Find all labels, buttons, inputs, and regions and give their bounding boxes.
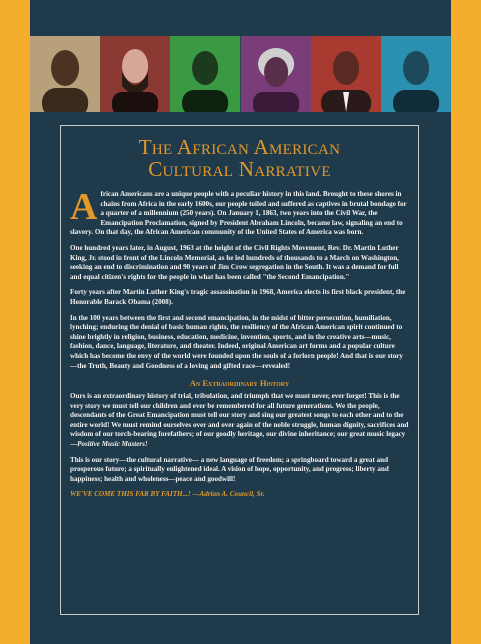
portrait-1 bbox=[30, 36, 100, 112]
article-title bbox=[70, 136, 409, 180]
title-line-2: Cultural Narrative bbox=[148, 157, 331, 181]
portrait-icon bbox=[170, 36, 240, 112]
portrait-6 bbox=[381, 36, 451, 112]
portrait-5 bbox=[311, 36, 381, 112]
paragraph-2008: Forty years after Martin Luther King's tragic assassination in 1968, America elects its first black president, the Honorable Barack Obama (2008). bbox=[70, 288, 406, 306]
paragraph-history-italic: Positive Music Masters! bbox=[77, 440, 148, 449]
portrait-3 bbox=[170, 36, 240, 112]
paragraph-history bbox=[70, 392, 409, 450]
paragraph-our-story: This is our story—the cultural narrative— a new language of freedom; a springboard toward a great and prosperous future; a spiritually enlightened ideal. A vision of hope, opportunity, and progress; liberty and happiness; health and wholeness—peace and goodwill! bbox=[70, 455, 389, 483]
signoff-text: WE'VE COME THIS FAR BY FAITH...! bbox=[70, 490, 191, 499]
signoff bbox=[70, 490, 409, 500]
portrait-icon bbox=[381, 36, 451, 112]
paragraph-intro bbox=[70, 186, 409, 238]
poster bbox=[30, 0, 451, 644]
paragraph-1963: One hundred years later, in August, 1963 at the height of the Civil Rights Movement, Rev. Dr. Martin Luther King, Jr. stood in front of the Lincoln Memorial, as he led hundreds of thousands to a March on Washington, seeking an end to discrimination and 90 years of Jim Crow segregation in the South. It was a demand for full and equal citizen's rights for the people in what has been called "the Second Emancipation." bbox=[70, 243, 399, 281]
article-panel bbox=[60, 125, 419, 615]
paragraph-history-text: Ours is an extraordinary history of trial, tribulation, and triumph that we must never, ever forget! This is the very story we must tell our children and ever be remembered for all future generations. We the people, descendants of the Great Emancipation must tell our story and sing our greatest songs to each other and to the entire world! We must remind ourselves over and over again of the noble struggle, human dignity, sacrifices and wisdom of our torch-bearing forefathers; of our goodly heritage, our divine inheritance; our great music legacy— bbox=[70, 392, 409, 449]
drop-cap: A bbox=[70, 186, 98, 228]
signoff-author: —Adrian A. Council, Sr. bbox=[190, 490, 265, 499]
paragraph-100-years: In the 100 years between the first and second emancipation, in the midst of bitter persecution, humiliation, lynching; enduring the denial of basic human rights, the resiliency of the African American spirit continued to shine brightly in religion, business, education, medicine, invention, sports, and in the creative arts—music, fashion, dance, language, literature, and theater. Indeed, original American art forms and a popular culture which has become the envy of the world were founded upon the souls of a forlorn people! And that is our story—the Truth, Beauty and Goodness of a loving and gifted race—revealed! bbox=[70, 313, 403, 370]
title-line-1: The African American bbox=[138, 135, 341, 159]
section-heading: An Extraordinary History bbox=[189, 378, 290, 389]
portrait-icon bbox=[311, 36, 381, 112]
portrait-icon bbox=[241, 36, 311, 112]
portrait-icon bbox=[100, 36, 170, 112]
portrait-strip bbox=[30, 36, 451, 112]
portrait-2 bbox=[100, 36, 170, 112]
portrait-4 bbox=[241, 36, 311, 112]
paragraph-intro-text: frican Americans are a unique people with a peculiar history in this land. Brought to these shores in chains from Africa in the early 1600s, our people toiled and suffered as captives in brutal bondage for a quarter of a millennium (250 years). On January 1, 1863, two years into the Civil War, the Emancipation Proclamation, signed by President Abraham Lincoln, became law, signaling an end to slavery. On that day, the African American community of the United States of America was born. bbox=[70, 190, 407, 237]
portrait-icon bbox=[30, 36, 100, 112]
